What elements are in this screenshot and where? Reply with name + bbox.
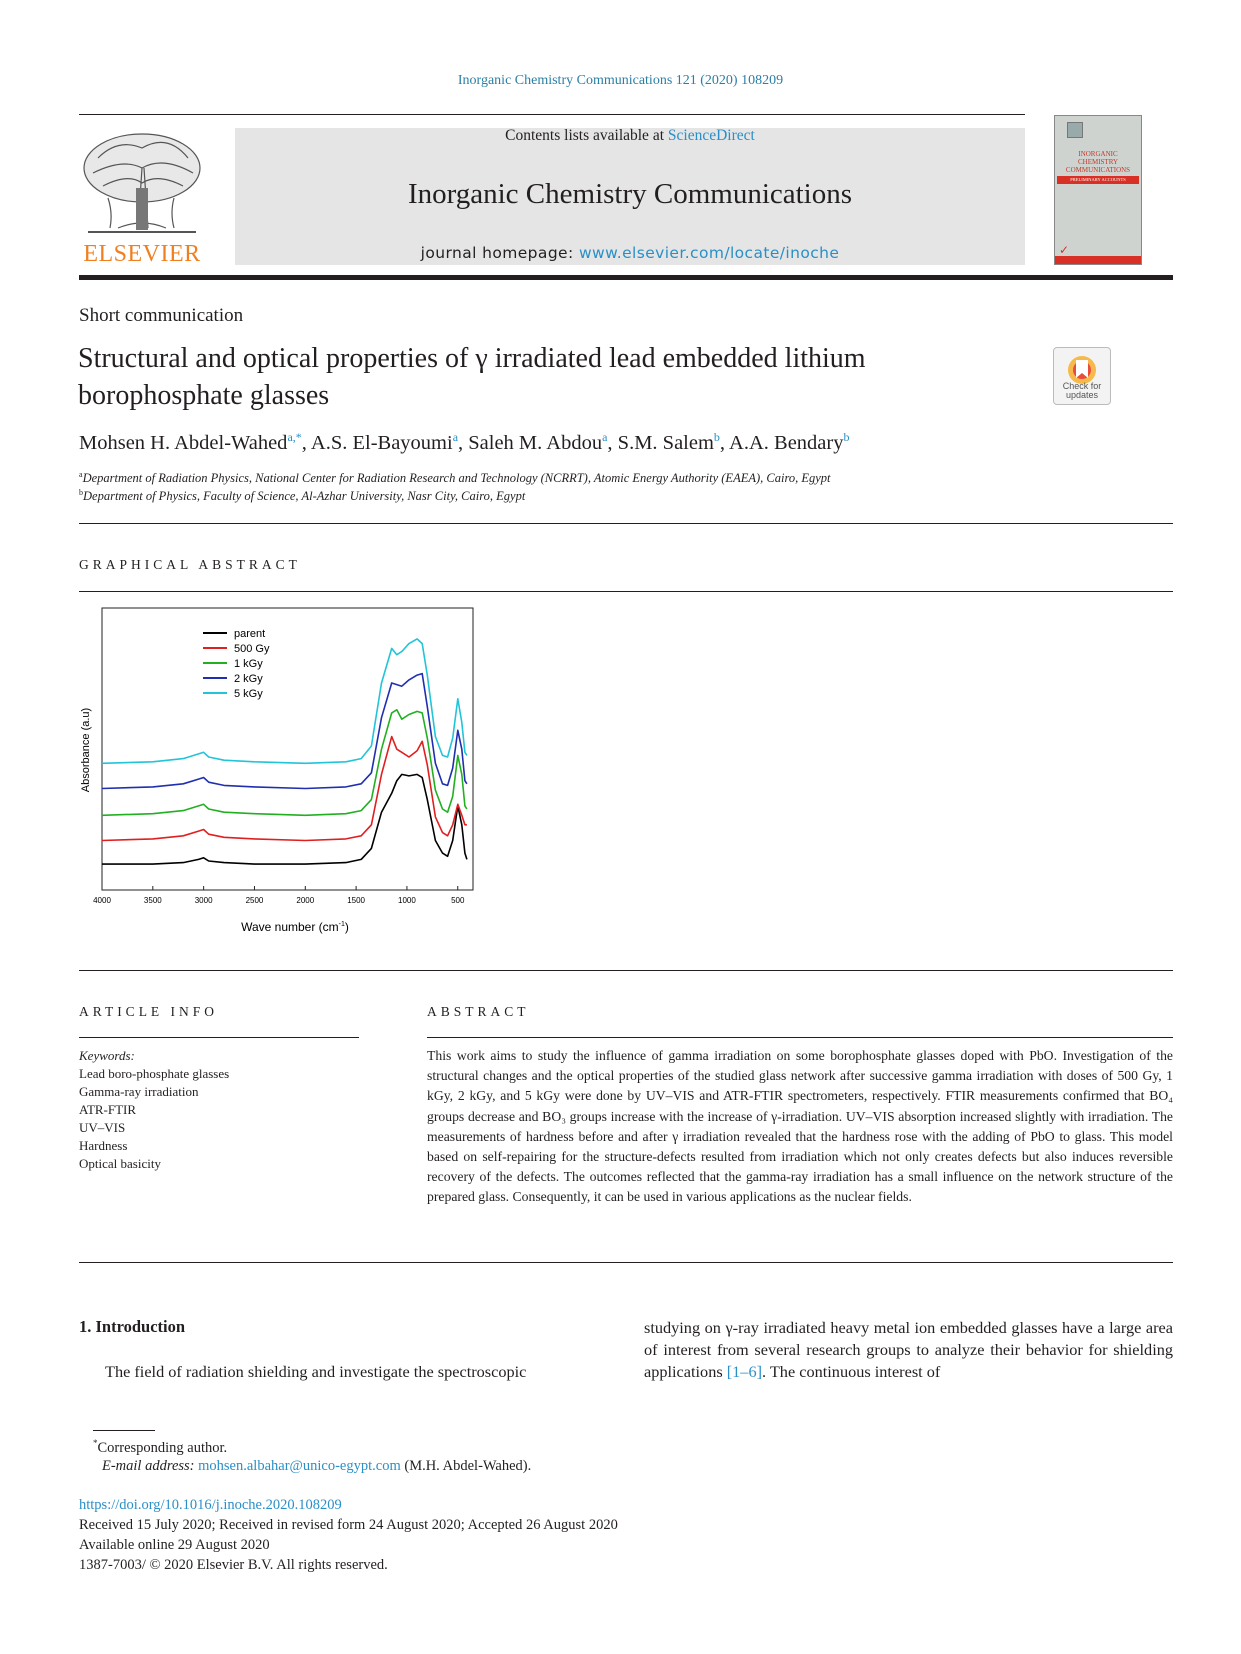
keyword: ATR-FTIR bbox=[79, 1102, 137, 1117]
x-tick-label: 3500 bbox=[143, 896, 162, 905]
homepage-link[interactable]: www.elsevier.com/locate/inoche bbox=[578, 244, 840, 262]
divider bbox=[79, 1037, 359, 1038]
legend-label: 5 kGy bbox=[234, 688, 263, 700]
citation-link[interactable]: [1–6] bbox=[726, 1362, 763, 1381]
x-tick-label: 4000 bbox=[93, 896, 111, 905]
header-rule bbox=[79, 114, 1025, 115]
introduction-heading: 1. Introduction bbox=[79, 1317, 186, 1336]
cover-title: INORGANIC CHEMISTRY COMMUNICATIONS bbox=[1065, 150, 1131, 174]
keyword: Hardness bbox=[79, 1138, 128, 1153]
author[interactable]: A.A. Bendary bbox=[729, 431, 844, 454]
introduction-col2: studying on γ-ray irradiated heavy metal ion embedded glasses have a large area of interest from several research groups to analyze their behavior for shielding applications [1–6]. The continuous interest of bbox=[644, 1318, 1173, 1381]
x-tick-label: 2500 bbox=[245, 896, 264, 905]
legend-label: 2 kGy bbox=[234, 673, 263, 685]
corresponding-author-note: *Corresponding author. bbox=[93, 1438, 228, 1456]
journal-reference[interactable]: Inorganic Chemistry Communications 121 (2020) 108209 bbox=[457, 73, 784, 88]
divider bbox=[79, 970, 1173, 971]
x-axis-label: Wave number $(cm^{-1})$ bbox=[241, 920, 349, 934]
article-type: Short communication bbox=[79, 305, 244, 326]
author[interactable]: Mohsen H. Abdel-Wahed bbox=[79, 431, 288, 454]
series-line bbox=[102, 639, 467, 763]
keyword: UV–VIS bbox=[79, 1120, 126, 1135]
author[interactable]: A.S. El-Bayoumi bbox=[310, 431, 453, 454]
x-tick-label: 1000 bbox=[398, 896, 416, 905]
crossmark-label: Check for updates bbox=[1062, 381, 1102, 400]
sciencedirect-link[interactable]: ScienceDirect bbox=[667, 127, 755, 144]
footnote-rule bbox=[93, 1430, 155, 1431]
keyword: Lead boro-phosphate glasses bbox=[79, 1066, 230, 1081]
keyword: Optical basicity bbox=[79, 1156, 161, 1171]
divider bbox=[79, 591, 1173, 592]
author-list: Mohsen H. Abdel-Wahed$^{a,*}$, A.S. El-Bayoumi$^a$, Saleh M. Abdou$^a$, S.M. Salem$^b$, A.A. Bendary$^b$ bbox=[79, 430, 850, 454]
abstract-text: This work aims to study the influence of gamma irradiation on some borophosphate glasses doped with PbO. Investigation of the structural changes and the optical properties of the studied glass network after successive gamma irradiation with doses of 500 Gy, 1 kGy, 2 kGy, and 5 kGy were done by UV–VIS and ATR-FTIR spectrometers, respectively. FTIR measurements confirmed that BO₄ groups decrease and BO₃ groups increase with the increase of γ-irradiation. UV–VIS absorption increased slightly with irradiation. The measurements of hardness before and after γ irradiation revealed that the hardness rose with the adding of PbO to glass. This model based on self-repairing for the structure-defects resulted from irradiation which not only creates defects but also induces reversible recovery of the defects. The outcomes reflected that the gamma-ray irradiation has a small influence on the network structure of the prepared glass. Consequently, it can be used in various applications as the nuclear fields. bbox=[427, 1048, 1173, 1205]
x-tick-label: 1500 bbox=[347, 896, 366, 905]
received-dates: Received 15 July 2020; Received in revised form 24 August 2020; Accepted 26 August 2020 bbox=[79, 1517, 618, 1533]
x-tick-label: 2000 bbox=[296, 896, 315, 905]
affiliation-b: $^b$Department of Physics, Faculty of Science, Al-Azhar University, Nasr City, Cairo, Egypt bbox=[79, 488, 526, 504]
divider bbox=[79, 1262, 1173, 1263]
email-note: E-mail address: mohsen.albahar@unico-egypt.com (M.H. Abdel-Wahed). bbox=[102, 1458, 532, 1474]
journal-homepage: journal homepage: www.elsevier.com/locate/inoche bbox=[420, 244, 840, 262]
author[interactable]: Saleh M. Abdou bbox=[468, 431, 603, 454]
legend-label: 1 kGy bbox=[234, 658, 263, 670]
ftir-spectra-chart bbox=[75, 600, 485, 945]
x-tick-label: 500 bbox=[451, 896, 465, 905]
graphical-abstract-heading: GRAPHICAL ABSTRACT bbox=[79, 557, 301, 572]
legend-label: 500 Gy bbox=[234, 643, 270, 655]
article-info-heading: ARTICLE INFO bbox=[79, 1004, 219, 1019]
contents-line: Contents lists available at ScienceDirect bbox=[505, 127, 755, 144]
cover-band: PRELIMINARY ACCOUNTS bbox=[1057, 176, 1139, 184]
header-thick-rule bbox=[79, 275, 1173, 280]
introduction-col1: The field of radiation shielding and investigate the spectroscopic bbox=[105, 1362, 527, 1381]
keywords-label: Keywords: bbox=[79, 1048, 135, 1063]
author[interactable]: S.M. Salem bbox=[617, 431, 714, 454]
available-online: Available online 29 August 2020 bbox=[79, 1537, 270, 1553]
email-link[interactable]: mohsen.albahar@unico-egypt.com bbox=[198, 1458, 401, 1474]
legend-label: parent bbox=[234, 628, 266, 640]
divider bbox=[79, 523, 1173, 524]
crossmark-button[interactable] bbox=[1053, 347, 1111, 405]
publisher-wordmark: ELSEVIER bbox=[83, 241, 201, 267]
divider bbox=[427, 1037, 1173, 1038]
affiliation-a: $^a$Department of Radiation Physics, National Center for Radiation Research and Technology (NCRRT), Atomic Energy Authority (EAEA), Cairo, Egypt bbox=[79, 470, 831, 486]
article-title: Structural and optical properties of γ irradiated lead embedded lithium borophosphate glasses bbox=[78, 343, 866, 411]
doi-link[interactable]: https://doi.org/10.1016/j.inoche.2020.108209 bbox=[79, 1497, 342, 1513]
copyright: 1387-7003/ © 2020 Elsevier B.V. All rights reserved. bbox=[79, 1557, 388, 1573]
abstract-heading: ABSTRACT bbox=[427, 1004, 530, 1019]
series-line bbox=[102, 674, 467, 789]
journal-name: Inorganic Chemistry Communications bbox=[407, 178, 853, 210]
x-tick-label: 3000 bbox=[194, 896, 213, 905]
y-axis-label: Absorbance (a.u) bbox=[80, 707, 92, 793]
keyword: Gamma-ray irradiation bbox=[79, 1084, 199, 1099]
journal-cover-thumbnail[interactable]: INORGANIC CHEMISTRY COMMUNICATIONS PRELIMINARY ACCOUNTS ✓ bbox=[1054, 115, 1142, 265]
